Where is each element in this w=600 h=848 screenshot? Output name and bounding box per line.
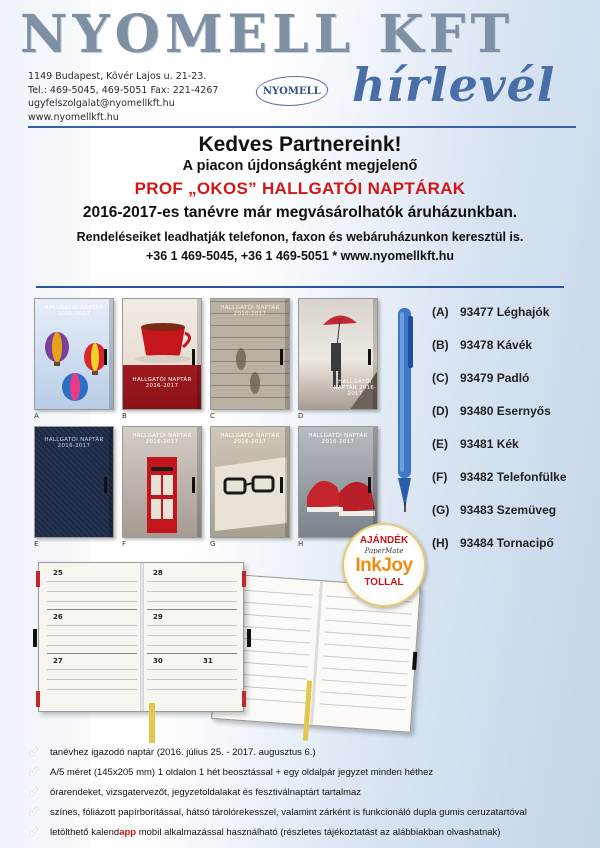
list-item: ✓ tanévhez igazodó naptár (2016. július 25. - 2017. augusztus 6.)	[28, 744, 316, 761]
ruled-line	[147, 645, 237, 646]
cover-g[interactable]	[210, 426, 290, 538]
cover-label: H	[298, 540, 304, 548]
ruled-line	[147, 689, 237, 690]
cover-strap	[192, 349, 195, 365]
lead-text: A piacon újdonságként megjelenő	[182, 158, 418, 174]
cover-spine	[285, 299, 289, 409]
ruled-line	[147, 635, 237, 636]
cover-strap	[368, 349, 371, 365]
cover-a[interactable]	[34, 298, 114, 410]
coffee-cup-image	[123, 299, 202, 410]
cover-spine	[197, 427, 201, 537]
ruled-line	[322, 667, 408, 674]
cover-label: D	[298, 412, 304, 420]
ruled-line	[47, 645, 137, 646]
feature-list	[28, 742, 588, 842]
day-number: 27	[53, 657, 63, 665]
newsletter-title: hírlevél	[352, 58, 556, 112]
balloons-image	[35, 299, 114, 410]
checkmark-icon: ✓	[28, 824, 41, 841]
ruled-line	[147, 669, 237, 670]
ruled-line	[47, 601, 137, 602]
sneakers-image	[299, 427, 378, 538]
red-tab	[242, 691, 246, 707]
list-item: (F) 93482 Telefonfülke	[432, 470, 567, 484]
cover-strap	[280, 349, 283, 365]
day-separator	[147, 653, 237, 654]
day-number: 25	[53, 569, 63, 577]
gift-top: AJÁNDÉK	[359, 535, 409, 546]
elastic-strap	[412, 652, 417, 670]
cover-spine	[109, 427, 113, 537]
brand-title: NYOMELL KFT	[20, 4, 515, 65]
phone-booth-image	[123, 427, 202, 538]
cover-e[interactable]	[34, 426, 114, 538]
checkmark-icon: ✓	[28, 804, 41, 821]
phones-text: +36 1 469-5045, +36 1 469-5051 * www.nyomellkft.hu	[145, 249, 455, 263]
bookmark-ribbon	[149, 703, 155, 743]
day-number: 30	[153, 657, 163, 665]
cover-spine	[285, 427, 289, 537]
red-tab	[36, 571, 40, 587]
ruled-line	[147, 625, 237, 626]
ruled-line	[324, 632, 410, 639]
gift-badge	[342, 523, 426, 607]
cover-grid	[34, 298, 386, 558]
ruled-line	[323, 655, 409, 662]
list-item: (B) 93478 Kávék	[432, 338, 533, 352]
ruled-line	[319, 703, 405, 710]
intro-block	[0, 132, 600, 265]
cover-label: G	[210, 540, 216, 548]
greeting: Kedves Partnereink!	[198, 133, 402, 156]
cover-label: F	[122, 540, 127, 548]
ruled-line	[47, 635, 137, 636]
cover-label: A	[34, 412, 39, 420]
ruled-line	[47, 679, 137, 680]
list-item: ✓ órarendeket, vizsgatervezőt, jegyzetoldalakat és fesztiválnaptárt tartalmaz	[28, 784, 362, 801]
ruled-line	[47, 689, 137, 690]
list-item: (G) 93483 Szemüveg	[432, 503, 557, 517]
cover-h[interactable]	[298, 426, 378, 538]
gift-brand: InkJoy	[355, 555, 413, 576]
cover-title: HALLGATÓI NAPTÁR 2016-2017	[308, 433, 368, 445]
red-tab	[36, 691, 40, 707]
cover-f[interactable]	[122, 426, 202, 538]
glasses-image	[211, 427, 290, 538]
list-item: ✓ A/5 méret (145x205 mm) 1 oldalon 1 hét beosztással + egy oldalpár jegyzet minden héthez	[28, 764, 434, 781]
order-text: Rendeléseiket leadhatják telefonon, faxon és webáruházunkon keresztül is.	[76, 230, 524, 244]
cover-title: HALLGATÓI NAPTÁR 2016-2017	[44, 437, 104, 449]
elastic-strap	[247, 629, 251, 647]
list-item: ✓ letölthető kalendapp mobil alkalmazással használható (részletes tájékoztatást az alábbiakban olvashatnak)	[28, 824, 501, 841]
product-headline: PROF „OKOS” HALLGATÓI NAPTÁRAK	[134, 179, 466, 198]
email-link[interactable]: ugyfelszolgalat@nyomellkft.hu	[28, 98, 175, 109]
cover-label: E	[34, 540, 39, 548]
pen-icon	[394, 302, 416, 512]
checkmark-icon: ✓	[28, 764, 41, 781]
ruled-line	[47, 591, 137, 592]
cover-spine	[197, 299, 201, 409]
gift-brand-small: PaperMate	[364, 547, 404, 555]
ruled-line	[326, 608, 412, 615]
day-number: 31	[203, 657, 213, 665]
header-divider	[28, 126, 576, 128]
product-list	[432, 296, 592, 560]
list-item: (A) 93477 Léghajók	[432, 305, 550, 319]
day-separator	[47, 653, 137, 654]
list-item: ✓ színes, fóliázott papírborítással, hátsó tárolórekesszel, valamint zárként is funkcionáló dupla gumis ceruzatartóval	[28, 804, 527, 821]
phone: Tel.: 469-5045, 469-5051 Fax: 221-4267	[28, 84, 219, 96]
cover-title: HALLGATÓI NAPTÁR 2016-2017	[44, 305, 104, 317]
cover-title: HALLGATÓI NAPTÁR 2016-2017	[132, 377, 192, 389]
company-logo	[253, 76, 331, 106]
cover-strap	[104, 477, 107, 493]
ruled-line	[321, 679, 407, 686]
ruled-line	[320, 691, 406, 698]
footprints-image	[211, 299, 290, 410]
ruled-line	[147, 679, 237, 680]
elastic-strap	[33, 629, 37, 647]
cover-strap	[280, 477, 283, 493]
logo-text: NYOMELL	[263, 85, 321, 97]
red-tab	[242, 571, 246, 587]
cover-c[interactable]	[210, 298, 290, 410]
contact-block	[28, 70, 218, 124]
cover-strap	[104, 349, 107, 365]
cover-d[interactable]	[298, 298, 378, 410]
ruled-line	[47, 581, 137, 582]
season-text: 2016-2017-es tanévre már megvásárolhatók áruházunkban.	[82, 204, 518, 221]
cover-strap	[368, 477, 371, 493]
section-divider	[36, 286, 564, 288]
ruled-line	[147, 581, 237, 582]
ruled-line	[147, 591, 237, 592]
list-item: (E) 93481 Kék	[432, 437, 519, 451]
cover-spine	[373, 427, 377, 537]
cover-spine	[109, 299, 113, 409]
ruled-line	[324, 644, 410, 651]
list-item: (H) 93484 Tornacipő	[432, 536, 554, 550]
cover-b[interactable]	[122, 298, 202, 410]
gift-bottom: TOLLAL	[364, 577, 404, 588]
day-separator	[47, 609, 137, 610]
list-item: (D) 93480 Esernyős	[432, 404, 551, 418]
list-item: (C) 93479 Padló	[432, 371, 530, 385]
day-number: 29	[153, 613, 163, 621]
checkmark-icon: ✓	[28, 744, 41, 761]
day-number: 26	[53, 613, 63, 621]
ruled-line	[325, 620, 411, 627]
cover-title: HALLGATÓI NAPTÁR 2016-2017	[220, 433, 280, 445]
cover-title: HALLGATÓI NAPTÁR 2016-2017	[333, 379, 377, 397]
cover-label: C	[210, 412, 215, 420]
day-separator	[147, 609, 237, 610]
cover-strap	[192, 477, 195, 493]
cover-label: B	[122, 412, 127, 420]
ruled-line	[47, 669, 137, 670]
cover-spine	[373, 299, 377, 409]
planner-week-page	[38, 562, 244, 712]
page-fold	[140, 563, 144, 711]
checkmark-icon: ✓	[28, 784, 41, 801]
ruled-line	[147, 601, 237, 602]
website-link[interactable]: www.nyomellkft.hu	[28, 111, 119, 123]
address: 1149 Budapest, Kövér Lajos u. 21-23.	[28, 71, 207, 82]
day-number: 28	[153, 569, 163, 577]
cover-title: HALLGATÓI NAPTÁR 2016-2017	[220, 305, 280, 317]
cover-title: HALLGATÓI NAPTÁR 2016-2017	[132, 433, 192, 445]
ruled-line	[47, 625, 137, 626]
